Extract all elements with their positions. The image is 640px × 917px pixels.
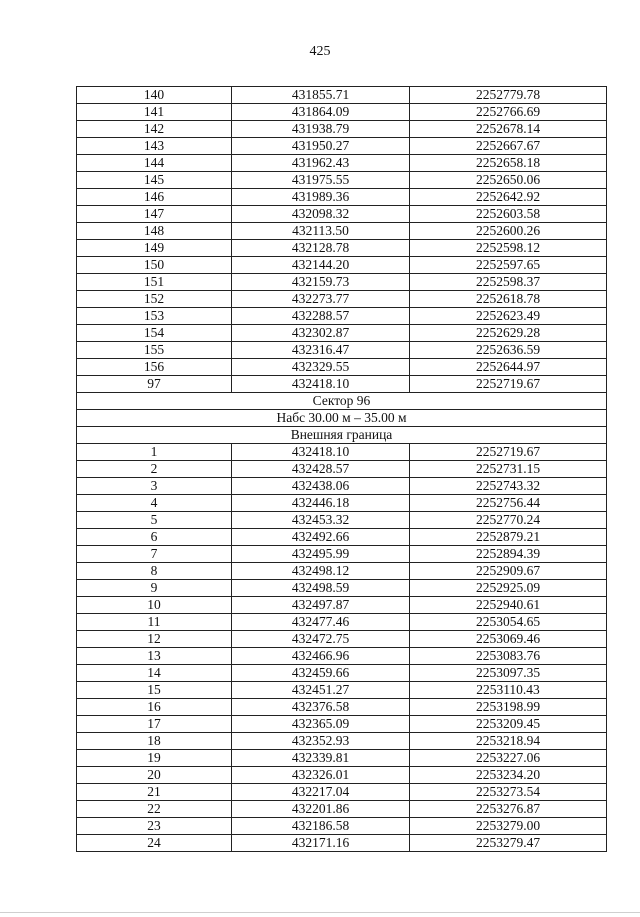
- point-number: 143: [77, 138, 232, 155]
- x-coordinate: 432451.27: [232, 682, 410, 699]
- y-coordinate: 2252770.24: [410, 512, 607, 529]
- point-number: 4: [77, 495, 232, 512]
- table-row: [77, 665, 607, 682]
- x-coordinate: 432113.50: [232, 223, 410, 240]
- x-coordinate: 432466.96: [232, 648, 410, 665]
- y-coordinate: 2252678.14: [410, 121, 607, 138]
- sector-height-range: Набс 30.00 м – 35.00 м: [77, 410, 607, 427]
- x-coordinate: 432352.93: [232, 733, 410, 750]
- point-number: 149: [77, 240, 232, 257]
- x-coordinate: 432098.32: [232, 206, 410, 223]
- point-number: 10: [77, 597, 232, 614]
- y-coordinate: 2252598.37: [410, 274, 607, 291]
- y-coordinate: 2252650.06: [410, 172, 607, 189]
- x-coordinate: 431938.79: [232, 121, 410, 138]
- x-coordinate: 432497.87: [232, 597, 410, 614]
- point-number: 141: [77, 104, 232, 121]
- table-row: [77, 240, 607, 257]
- x-coordinate: 432144.20: [232, 257, 410, 274]
- y-coordinate: 2253218.94: [410, 733, 607, 750]
- y-coordinate: 2252743.32: [410, 478, 607, 495]
- table-row: [77, 699, 607, 716]
- point-number: 147: [77, 206, 232, 223]
- y-coordinate: 2252636.59: [410, 342, 607, 359]
- x-coordinate: 432339.81: [232, 750, 410, 767]
- page-number: 425: [309, 44, 331, 59]
- x-coordinate: 432128.78: [232, 240, 410, 257]
- y-coordinate: 2252629.28: [410, 325, 607, 342]
- y-coordinate: 2252766.69: [410, 104, 607, 121]
- table-row: [77, 274, 607, 291]
- table-row: [77, 767, 607, 784]
- table-row: [77, 461, 607, 478]
- table-row: [77, 835, 607, 852]
- x-coordinate: 432316.47: [232, 342, 410, 359]
- table-row: [77, 155, 607, 172]
- x-coordinate: 432492.66: [232, 529, 410, 546]
- table-row: [77, 716, 607, 733]
- point-number: 6: [77, 529, 232, 546]
- y-coordinate: 2253209.45: [410, 716, 607, 733]
- point-number: 156: [77, 359, 232, 376]
- x-coordinate: 431864.09: [232, 104, 410, 121]
- y-coordinate: 2252925.09: [410, 580, 607, 597]
- point-number: 152: [77, 291, 232, 308]
- table-row: [77, 257, 607, 274]
- table-row: [77, 444, 607, 461]
- table-row: [77, 750, 607, 767]
- coordinates-top-section: [77, 87, 607, 393]
- x-coordinate: 432159.73: [232, 274, 410, 291]
- table-row: [77, 614, 607, 631]
- y-coordinate: 2252598.12: [410, 240, 607, 257]
- y-coordinate: 2252623.49: [410, 308, 607, 325]
- table-row: [77, 682, 607, 699]
- y-coordinate: 2253054.65: [410, 614, 607, 631]
- table-row: [77, 104, 607, 121]
- point-number: 20: [77, 767, 232, 784]
- point-number: 142: [77, 121, 232, 138]
- page-bottom-edge: [0, 912, 640, 913]
- x-coordinate: 432217.04: [232, 784, 410, 801]
- y-coordinate: 2253227.06: [410, 750, 607, 767]
- table-row: [77, 342, 607, 359]
- y-coordinate: 2253083.76: [410, 648, 607, 665]
- sector-header-section: [77, 393, 607, 444]
- x-coordinate: 432498.59: [232, 580, 410, 597]
- point-number: 9: [77, 580, 232, 597]
- x-coordinate: 431855.71: [232, 87, 410, 104]
- point-number: 15: [77, 682, 232, 699]
- y-coordinate: 2252642.92: [410, 189, 607, 206]
- point-number: 140: [77, 87, 232, 104]
- x-coordinate: 432418.10: [232, 376, 410, 393]
- y-coordinate: 2253276.87: [410, 801, 607, 818]
- point-number: 8: [77, 563, 232, 580]
- x-coordinate: 432477.46: [232, 614, 410, 631]
- y-coordinate: 2252597.65: [410, 257, 607, 274]
- point-number: 14: [77, 665, 232, 682]
- coordinates-bottom-section: [77, 444, 607, 852]
- table-row: [77, 478, 607, 495]
- table-row: [77, 495, 607, 512]
- point-number: 145: [77, 172, 232, 189]
- table-row: [77, 733, 607, 750]
- y-coordinate: 2252756.44: [410, 495, 607, 512]
- x-coordinate: 431975.55: [232, 172, 410, 189]
- x-coordinate: 432288.57: [232, 308, 410, 325]
- table-row: [77, 206, 607, 223]
- x-coordinate: 432446.18: [232, 495, 410, 512]
- y-coordinate: 2253273.54: [410, 784, 607, 801]
- point-number: 97: [77, 376, 232, 393]
- table-row: [77, 818, 607, 835]
- x-coordinate: 432453.32: [232, 512, 410, 529]
- y-coordinate: 2252618.78: [410, 291, 607, 308]
- y-coordinate: 2252658.18: [410, 155, 607, 172]
- point-number: 12: [77, 631, 232, 648]
- x-coordinate: 432365.09: [232, 716, 410, 733]
- y-coordinate: 2252731.15: [410, 461, 607, 478]
- point-number: 23: [77, 818, 232, 835]
- x-coordinate: 432495.99: [232, 546, 410, 563]
- boundary-row: [77, 427, 607, 444]
- x-coordinate: 432498.12: [232, 563, 410, 580]
- y-coordinate: 2253279.47: [410, 835, 607, 852]
- point-number: 17: [77, 716, 232, 733]
- point-number: 11: [77, 614, 232, 631]
- y-coordinate: 2252644.97: [410, 359, 607, 376]
- table-row: [77, 359, 607, 376]
- y-coordinate: 2253279.00: [410, 818, 607, 835]
- x-coordinate: 432459.66: [232, 665, 410, 682]
- point-number: 155: [77, 342, 232, 359]
- y-coordinate: 2252909.67: [410, 563, 607, 580]
- table-row: [77, 291, 607, 308]
- boundary-label: Внешняя граница: [77, 427, 607, 444]
- sector-title: Сектор 96: [77, 393, 607, 410]
- point-number: 19: [77, 750, 232, 767]
- y-coordinate: 2252603.58: [410, 206, 607, 223]
- y-coordinate: 2253069.46: [410, 631, 607, 648]
- x-coordinate: 431989.36: [232, 189, 410, 206]
- table-row: [77, 546, 607, 563]
- table-row: [77, 580, 607, 597]
- y-coordinate: 2253110.43: [410, 682, 607, 699]
- point-number: 22: [77, 801, 232, 818]
- point-number: 13: [77, 648, 232, 665]
- x-coordinate: 432376.58: [232, 699, 410, 716]
- table-row: [77, 189, 607, 206]
- point-number: 18: [77, 733, 232, 750]
- y-coordinate: 2252600.26: [410, 223, 607, 240]
- table-row: [77, 325, 607, 342]
- point-number: 3: [77, 478, 232, 495]
- x-coordinate: 432186.58: [232, 818, 410, 835]
- x-coordinate: 431950.27: [232, 138, 410, 155]
- point-number: 1: [77, 444, 232, 461]
- y-coordinate: 2252779.78: [410, 87, 607, 104]
- y-coordinate: 2253097.35: [410, 665, 607, 682]
- point-number: 7: [77, 546, 232, 563]
- point-number: 16: [77, 699, 232, 716]
- x-coordinate: 432438.06: [232, 478, 410, 495]
- table-row: [77, 121, 607, 138]
- x-coordinate: 432418.10: [232, 444, 410, 461]
- x-coordinate: 432329.55: [232, 359, 410, 376]
- y-coordinate: 2252940.61: [410, 597, 607, 614]
- table-row: [77, 529, 607, 546]
- table-row: [77, 512, 607, 529]
- table-row: [77, 172, 607, 189]
- table-row: [77, 631, 607, 648]
- sector-title-row: [77, 393, 607, 410]
- x-coordinate: 431962.43: [232, 155, 410, 172]
- point-number: 150: [77, 257, 232, 274]
- x-coordinate: 432472.75: [232, 631, 410, 648]
- x-coordinate: 432171.16: [232, 835, 410, 852]
- y-coordinate: 2252667.67: [410, 138, 607, 155]
- point-number: 24: [77, 835, 232, 852]
- point-number: 21: [77, 784, 232, 801]
- x-coordinate: 432326.01: [232, 767, 410, 784]
- point-number: 146: [77, 189, 232, 206]
- table-row: [77, 784, 607, 801]
- table-row: [77, 563, 607, 580]
- y-coordinate: 2252879.21: [410, 529, 607, 546]
- table-row: [77, 801, 607, 818]
- point-number: 144: [77, 155, 232, 172]
- table-row: [77, 138, 607, 155]
- point-number: 154: [77, 325, 232, 342]
- sector-height-row: [77, 410, 607, 427]
- table-row: [77, 308, 607, 325]
- point-number: 153: [77, 308, 232, 325]
- y-coordinate: 2253234.20: [410, 767, 607, 784]
- table-row: [77, 648, 607, 665]
- table-row: [77, 597, 607, 614]
- point-number: 2: [77, 461, 232, 478]
- x-coordinate: 432273.77: [232, 291, 410, 308]
- y-coordinate: 2252894.39: [410, 546, 607, 563]
- y-coordinate: 2253198.99: [410, 699, 607, 716]
- table-row: [77, 376, 607, 393]
- table-row: [77, 223, 607, 240]
- coordinates-table: [76, 86, 607, 852]
- point-number: 5: [77, 512, 232, 529]
- table-row: [77, 87, 607, 104]
- x-coordinate: 432302.87: [232, 325, 410, 342]
- point-number: 148: [77, 223, 232, 240]
- x-coordinate: 432428.57: [232, 461, 410, 478]
- point-number: 151: [77, 274, 232, 291]
- y-coordinate: 2252719.67: [410, 376, 607, 393]
- x-coordinate: 432201.86: [232, 801, 410, 818]
- y-coordinate: 2252719.67: [410, 444, 607, 461]
